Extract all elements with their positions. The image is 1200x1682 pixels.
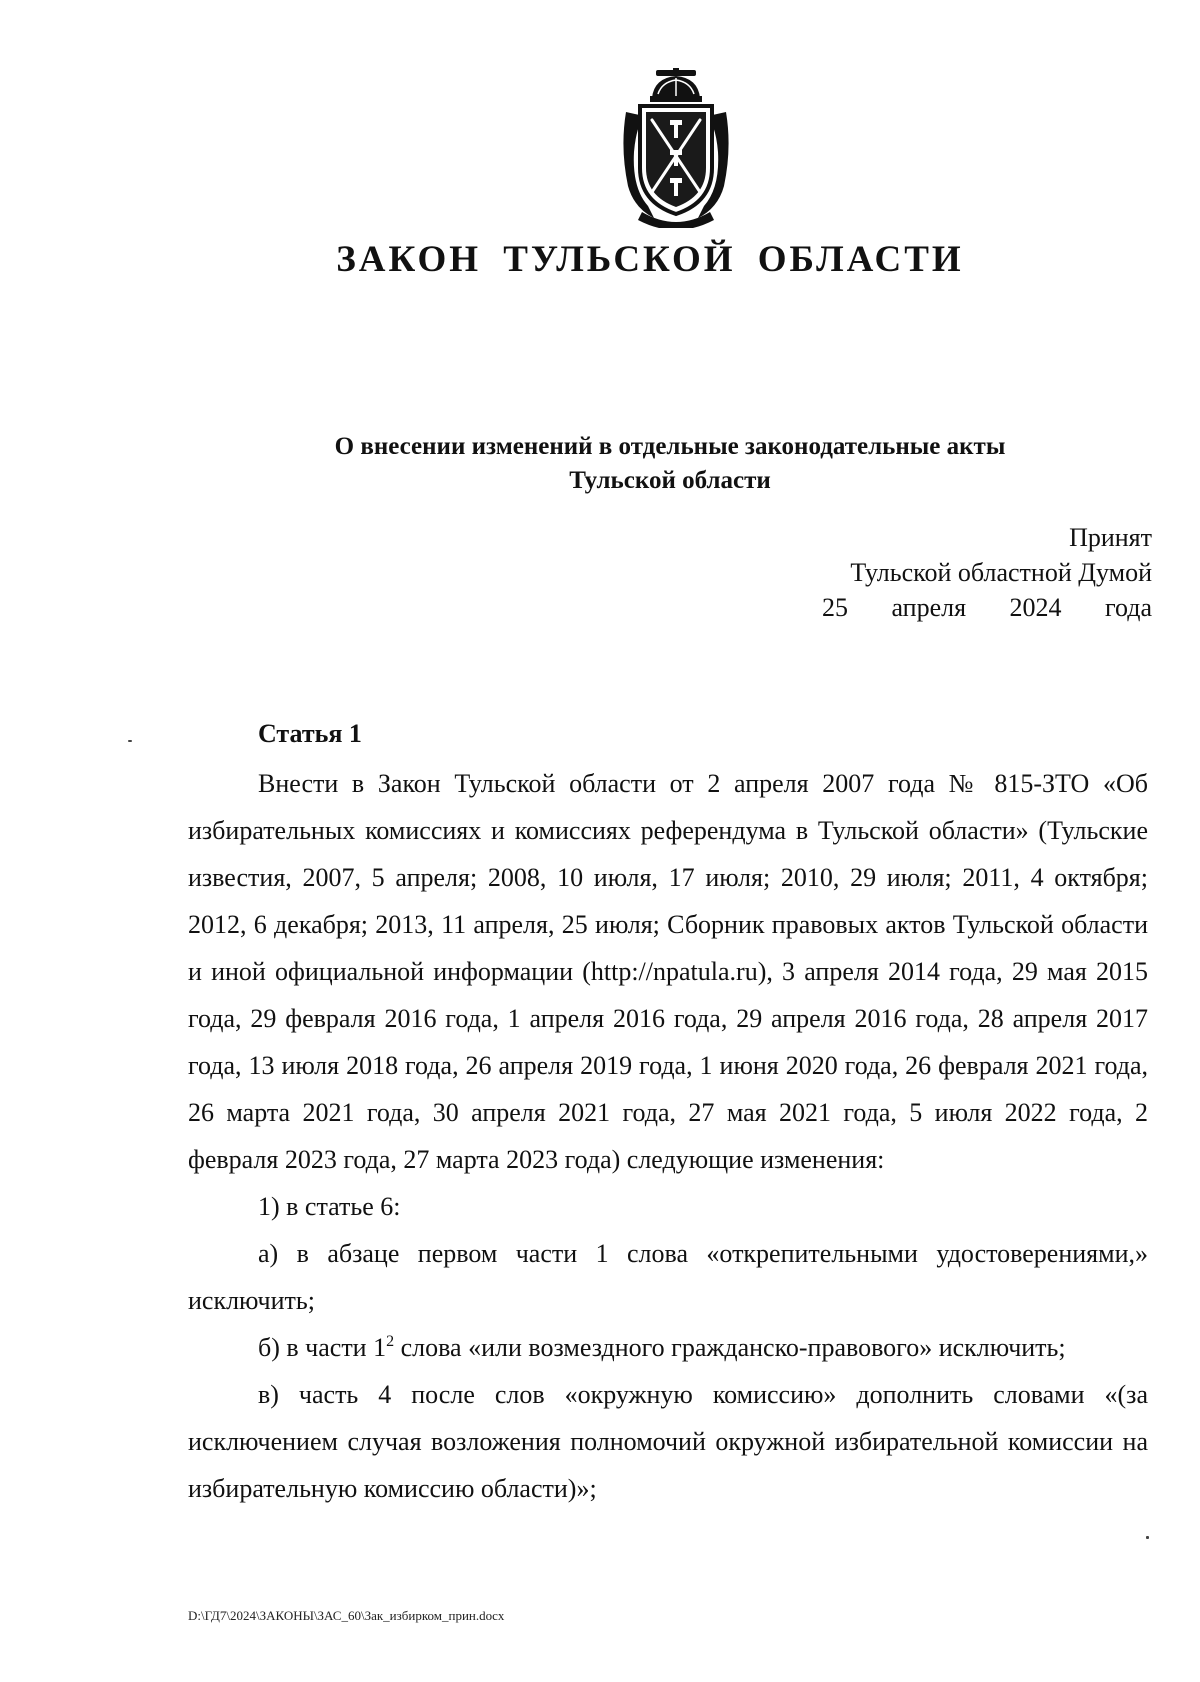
item-b (188, 1324, 1148, 1371)
item-v: в) часть 4 после слов «окружную комиссию» дополнить словами «(за исключением случая возложения полномочий окружной избирательной комиссии на избирательную комиссию области)»; (188, 1380, 1148, 1503)
adoption-line-1: Принят (1069, 523, 1152, 552)
article-1 (188, 710, 1148, 1512)
item-a: а) в абзаце первом части 1 слова «открепительными удостоверениями,» исключить; (188, 1239, 1148, 1315)
scan-speck (128, 740, 132, 742)
crown-icon (650, 68, 702, 102)
item-b-text: слова «или возмездного гражданско-правового» исключить; (394, 1333, 1066, 1362)
item-b-superscript: 2 (386, 1333, 395, 1350)
adoption-month: апреля (891, 593, 967, 622)
article-intro-paragraph: Внести в Закон Тульской области от 2 апреля 2007 года № 815-ЗТО «Об избирательных комиссиях и комиссиях референдума в Тульской области» (Тульские известия, 2007, 5 апреля; 2008, 10 июля, 17 июля; 2010, 29 июля; 2011, 4 октября; 2012, 6 декабря; 2013, 11 апреля, 25 июля; Сборник правовых актов Тульской области и иной официальной информации (http://npatula.ru), 3 апреля 2014 года, 29 мая 2015 года, 29 февраля 2016 года, 1 апреля 2016 года, 29 апреля 2016 года, 28 апреля 2017 года, 13 июля 2018 года, 26 апреля 2019 года, 1 июня 2020 года, 26 февраля 2021 года, 26 марта 2021 года, 30 апреля 2021 года, 27 мая 2021 года, 5 июля 2022 года, 2 февраля 2023 года, 27 марта 2023 года) следующие изменения: (188, 769, 1148, 1174)
item-b-prefix: б) в части 1 (258, 1333, 387, 1362)
subtitle-line-1: О внесении изменений в отдельные законодательные акты (334, 433, 1006, 460)
tula-coat-of-arms-emblem (618, 68, 734, 228)
file-path-footer: D:\ГД7\2024\ЗАКОНЫ\ЗАС_60\Зак_избирком_прин.docx (188, 1608, 505, 1623)
law-title: ЗАКОН ТУЛЬСКОЙ ОБЛАСТИ (336, 239, 964, 280)
adoption-date (822, 590, 1152, 625)
law-subtitle (280, 430, 1060, 498)
subtitle-line-2: Тульской области (569, 467, 771, 494)
article-heading: Статья 1 (258, 719, 362, 748)
adoption-block (822, 520, 1152, 625)
scan-speck (1146, 1536, 1149, 1539)
adoption-line-2: Тульской областной Думой (850, 558, 1152, 587)
adoption-year: 2024 (1009, 593, 1062, 622)
item-1: 1) в статье 6: (258, 1192, 401, 1221)
adoption-year-word: года (1104, 593, 1152, 622)
adoption-day: 25 (822, 593, 848, 622)
